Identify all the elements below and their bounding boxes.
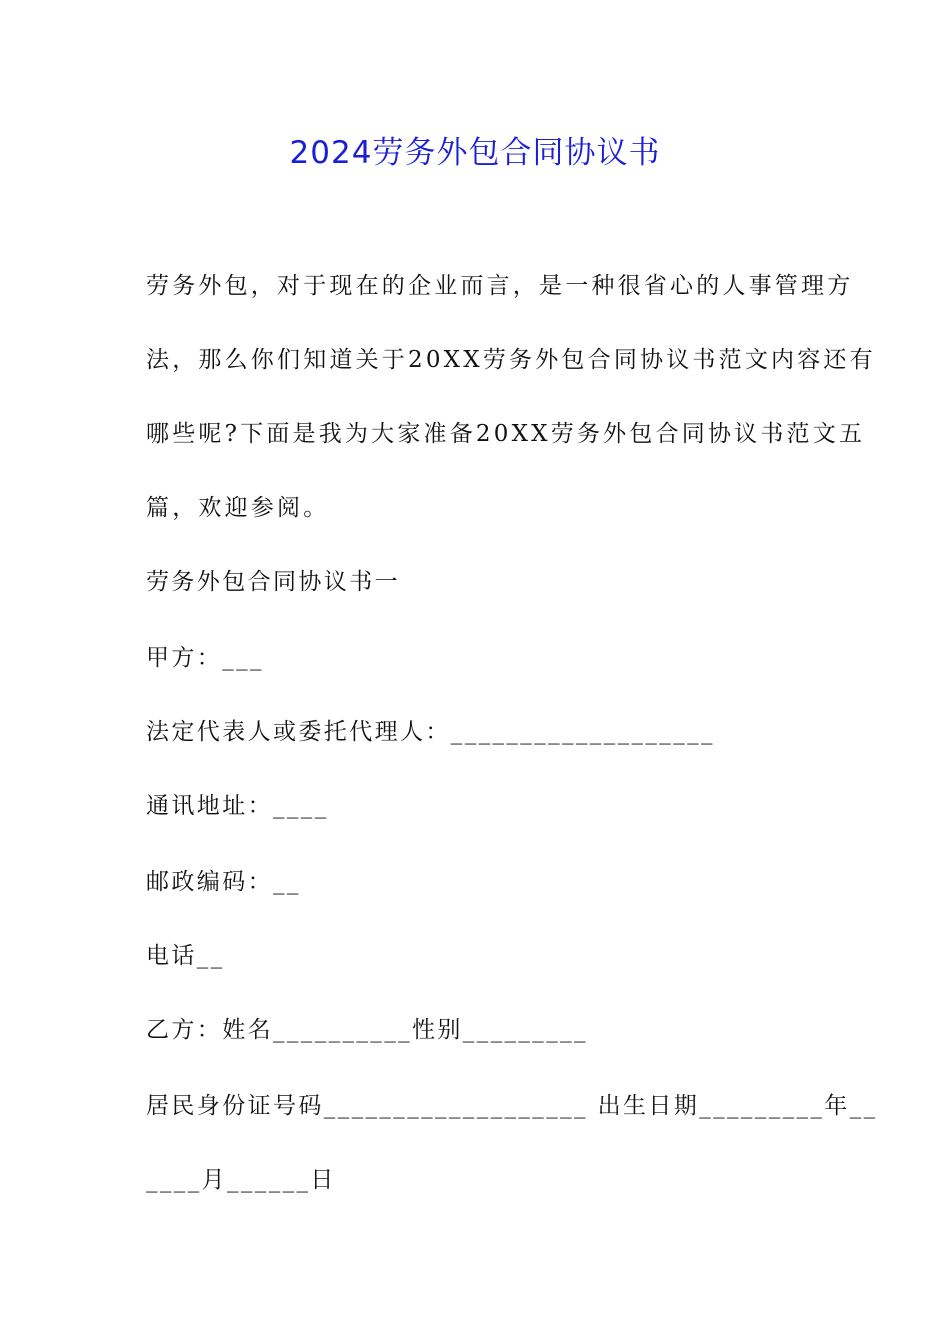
phone-field: 电话__ bbox=[146, 943, 225, 969]
legal-representative-field: 法定代表人或委托代理人：___________________ bbox=[146, 719, 715, 745]
intro-line: 哪些呢?下面是我为大家准备20XX劳务外包合同协议书范文五 bbox=[146, 421, 866, 447]
id-number-birthdate-field: 居民身份证号码___________________ 出生日期_________年__ bbox=[146, 1093, 878, 1119]
party-a-field: 甲方：___ bbox=[146, 645, 264, 671]
intro-line: 法，那么你们知道关于20XX劳务外包合同协议书范文内容还有 bbox=[146, 347, 876, 373]
postal-code-field: 邮政编码：__ bbox=[146, 869, 301, 895]
address-field: 通讯地址：____ bbox=[146, 793, 329, 819]
intro-line: 篇，欢迎参阅。 bbox=[146, 495, 330, 521]
intro-line: 劳务外包，对于现在的企业而言，是一种很省心的人事管理方 bbox=[146, 273, 854, 299]
document-title: 2024劳务外包合同协议书 bbox=[289, 135, 661, 171]
party-b-name-gender-field: 乙方：姓名__________性别_________ bbox=[146, 1017, 588, 1043]
birthdate-month-day-field: ____月______日 bbox=[146, 1167, 336, 1193]
section-heading: 劳务外包合同协议书一 bbox=[146, 569, 400, 595]
